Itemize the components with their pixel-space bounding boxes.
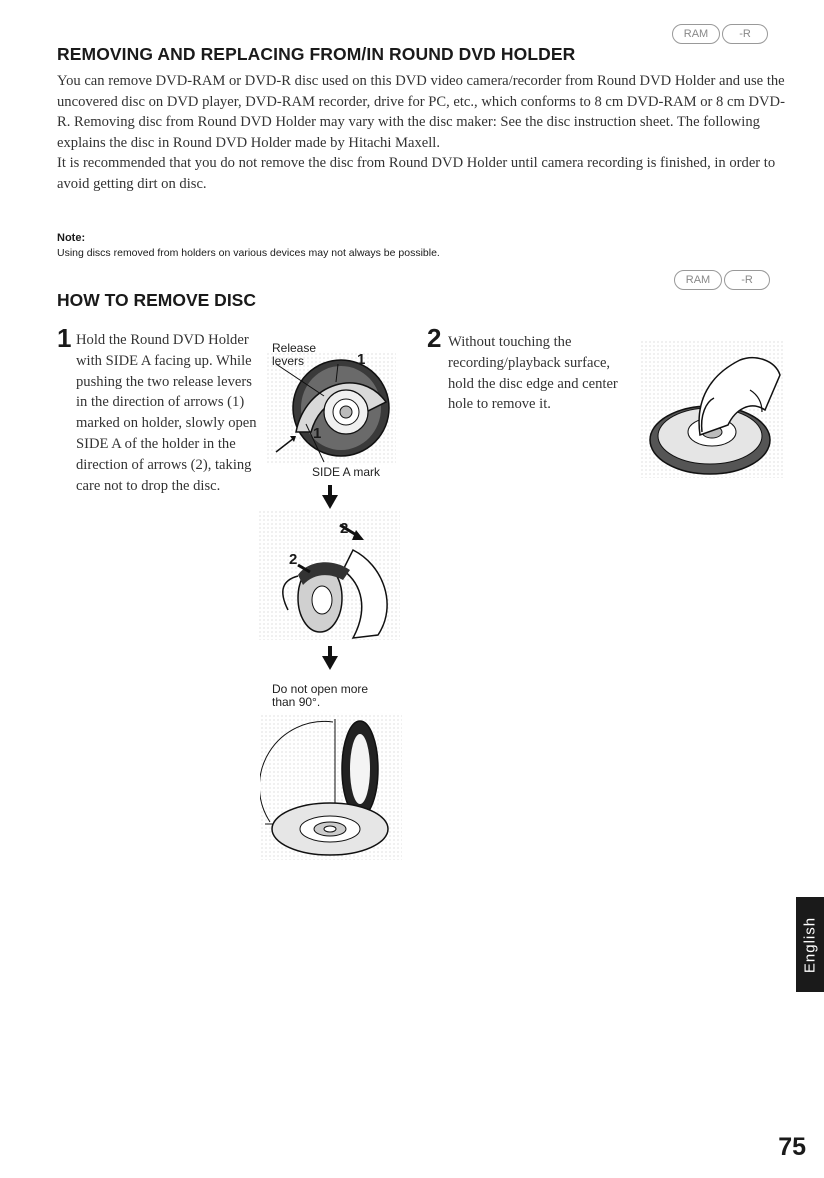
subsection-title: HOW TO REMOVE DISC [57, 290, 256, 310]
step-2-text: Without touching the recording/playback surface, hold the disc edge and center hole to remove it. [448, 334, 618, 413]
remove-disc-drawing [640, 340, 785, 478]
opening-illustration [258, 510, 400, 640]
page-number: 75 [778, 1133, 806, 1161]
release-levers-label: Release levers [272, 341, 317, 368]
holder-illustration [266, 352, 396, 464]
arrow-down-icon [322, 646, 338, 670]
holder-drawing [266, 352, 396, 464]
language-tab: English [796, 897, 824, 992]
angle-drawing [260, 714, 402, 860]
step-1-text: Hold the Round DVD Holder with SIDE A facing up. While pushing the two release levers in the direction of arrows (1) marked on holder, slowly open SIDE A of the holder in the direction of arrows (2), taking care not to drop the disc. [76, 332, 257, 494]
arrow-1-label: 1 [313, 425, 322, 442]
ram-badge: RAM [672, 24, 720, 44]
opening-drawing [258, 510, 400, 640]
ram-badge: RAM [674, 270, 722, 290]
arrow-1-label: 1 [357, 351, 366, 368]
intro-text [57, 71, 787, 194]
step-1-number: 1 [57, 323, 72, 353]
note-text: Using discs removed from holders on various devices may not always be possible. [57, 247, 440, 259]
dvd-r-badge: -R [724, 270, 770, 290]
arrow-2-label: 2 [289, 551, 298, 568]
intro-paragraph: It is recommended that you do not remove the disc from Round DVD Holder until camera recording is finished, in order to avoid getting dirt on disc. [57, 155, 776, 192]
section-title: REMOVING AND REPLACING FROM/IN ROUND DVD HOLDER [57, 44, 576, 64]
do-not-open-caption: Do not open more than 90°. [272, 682, 369, 709]
step-2-number: 2 [427, 323, 442, 353]
arrow-2-label: 2 [340, 520, 349, 537]
side-a-mark-label: SIDE A mark [312, 465, 381, 479]
dvd-r-badge: -R [722, 24, 768, 44]
intro-paragraph: You can remove DVD-RAM or DVD-R disc used on this DVD video camera/recorder from Round DVD Holder and use the uncovered disc on DVD player, DVD-RAM recorder, drive for PC, etc., which conforms to 8 cm DVD-RAM or 8 cm DVD-R. Removing disc from Round DVD Holder may vary with the disc maker: See the disc instruction sheet. The following explains the disc in Round DVD Holder made by Hitachi Maxell. [57, 73, 785, 151]
remove-disc-illustration [640, 340, 785, 478]
arrow-down-icon [322, 485, 338, 509]
angle-illustration [260, 714, 402, 860]
note-title: Note: [57, 232, 86, 244]
